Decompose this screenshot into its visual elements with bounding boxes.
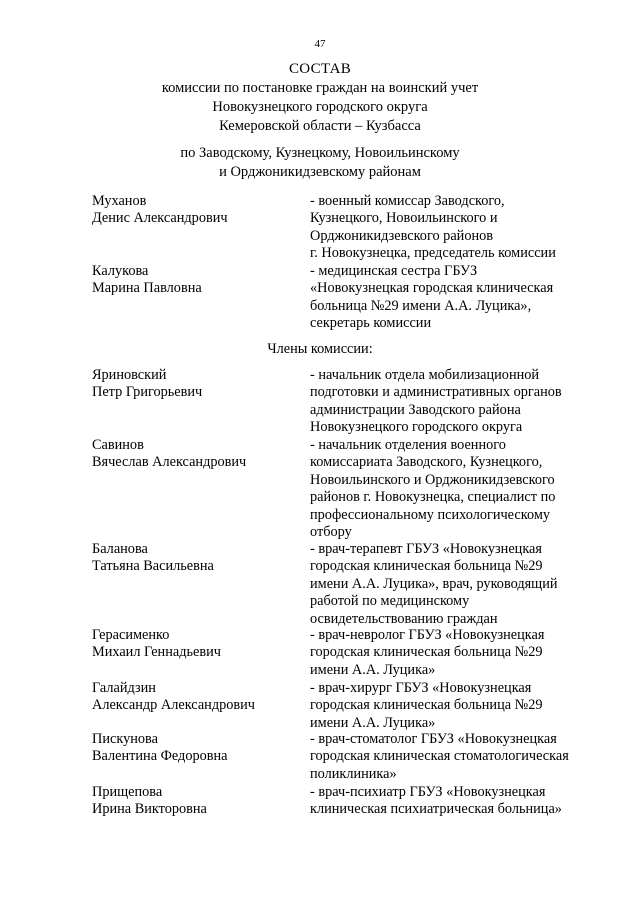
role-line: городская клиническая больница №29 xyxy=(310,558,543,575)
member-name xyxy=(92,731,302,766)
role-line: имени А.А. Луцика», врач, руководящий xyxy=(310,575,558,592)
role-line: г. Новокузнецка, председатель комиссии xyxy=(310,245,556,262)
member-given-name: Валентина Федоровна xyxy=(92,748,228,765)
member-given-name: Ирина Викторовна xyxy=(92,801,207,818)
member-role xyxy=(310,367,610,437)
member-role xyxy=(310,541,610,628)
role-line: - врач-стоматолог ГБУЗ «Новокузнецкая xyxy=(310,731,557,747)
role-line: освидетельствованию граждан xyxy=(310,610,498,627)
role-line: городская клиническая больница №29 xyxy=(310,697,543,714)
role-line: администрации Заводского района xyxy=(310,401,521,418)
header-line: Кемеровской области – Кузбасса xyxy=(219,118,421,134)
member-name xyxy=(92,263,302,298)
role-line: - врач-хирург ГБУЗ «Новокузнецкая xyxy=(310,680,532,696)
role-line: имени А.А. Луцика» xyxy=(310,661,436,678)
page-number: 47 xyxy=(314,38,326,50)
document-header xyxy=(0,60,640,182)
member-role xyxy=(310,193,610,263)
role-line: - начальник отдела мобилизационной xyxy=(310,367,540,383)
member-surname: Савинов xyxy=(92,437,144,453)
role-line: - начальник отделения военного xyxy=(310,437,506,453)
role-line: Новокузнецкого городского округа xyxy=(310,419,523,436)
member-surname: Герасименко xyxy=(92,627,170,643)
member-surname: Баланова xyxy=(92,541,148,557)
role-line: поликлиника» xyxy=(310,765,397,782)
member-name xyxy=(92,627,302,662)
role-line: районов г. Новокузнецка, специалист по xyxy=(310,489,556,506)
member-surname: Прищепова xyxy=(92,784,163,800)
role-line: имени А.А. Луцика» xyxy=(310,714,436,731)
member-surname: Яриновский xyxy=(92,367,167,383)
member-given-name: Татьяна Васильевна xyxy=(92,558,214,575)
member-given-name: Михаил Геннадьевич xyxy=(92,644,221,661)
member-name xyxy=(92,437,302,472)
header-sub-line: и Орджоникидзевскому районам xyxy=(219,164,421,180)
header-line: комиссии по постановке граждан на воинский учет xyxy=(161,80,479,96)
role-line: работой по медицинскому xyxy=(310,593,470,610)
member-surname: Галайдзин xyxy=(92,680,156,696)
member-surname: Калукова xyxy=(92,263,149,279)
member-role xyxy=(310,627,610,679)
header-sub-line: по Заводскому, Кузнецкому, Новоильинскому xyxy=(180,145,460,161)
header-subtitle xyxy=(0,144,640,182)
role-line: комиссариата Заводского, Кузнецкого, xyxy=(310,454,543,471)
role-line: подготовки и административных органов xyxy=(310,384,562,401)
member-role xyxy=(310,784,610,819)
role-line: - военный комиссар Заводского, xyxy=(310,193,505,209)
member-surname: Пискунова xyxy=(92,731,158,747)
role-line: профессиональному психологическому xyxy=(310,506,551,523)
role-line: Кузнецкого, Новоильинского и xyxy=(310,210,498,227)
member-given-name: Денис Александрович xyxy=(92,210,228,227)
role-line: «Новокузнецкая городская клиническая xyxy=(310,280,554,297)
member-surname: Муханов xyxy=(92,193,147,209)
role-line: клиническая психиатрическая больница» xyxy=(310,801,562,818)
member-role xyxy=(310,680,610,732)
role-line: - врач-невролог ГБУЗ «Новокузнецкая xyxy=(310,627,545,643)
role-line: секретарь комиссии xyxy=(310,315,432,332)
role-line: Новоильинского и Орджоникидзевского xyxy=(310,471,555,488)
member-name xyxy=(92,367,302,402)
member-given-name: Александр Александрович xyxy=(92,697,255,714)
member-given-name: Петр Григорьевич xyxy=(92,384,203,401)
role-line: отбору xyxy=(310,524,352,541)
member-name xyxy=(92,784,302,819)
member-given-name: Вячеслав Александрович xyxy=(92,454,247,471)
document-title: СОСТАВ xyxy=(288,61,352,77)
member-role xyxy=(310,263,610,333)
member-name xyxy=(92,680,302,715)
role-line: - врач-психиатр ГБУЗ «Новокузнецкая xyxy=(310,784,546,800)
member-role xyxy=(310,731,610,783)
role-line: - врач-терапевт ГБУЗ «Новокузнецкая xyxy=(310,541,542,557)
member-name xyxy=(92,193,302,228)
member-name xyxy=(92,541,302,576)
member-role xyxy=(310,437,610,541)
members-heading: Члены комиссии: xyxy=(267,341,373,357)
header-line: Новокузнецкого городского округа xyxy=(212,99,428,115)
role-line: - медицинская сестра ГБУЗ xyxy=(310,263,478,279)
role-line: больница №29 имени А.А. Луцика», xyxy=(310,297,532,314)
role-line: городская клиническая больница №29 xyxy=(310,644,543,661)
role-line: городская клиническая стоматологическая xyxy=(310,748,569,765)
role-line: Орджоникидзевского районов xyxy=(310,227,494,244)
member-given-name: Марина Павловна xyxy=(92,280,202,297)
